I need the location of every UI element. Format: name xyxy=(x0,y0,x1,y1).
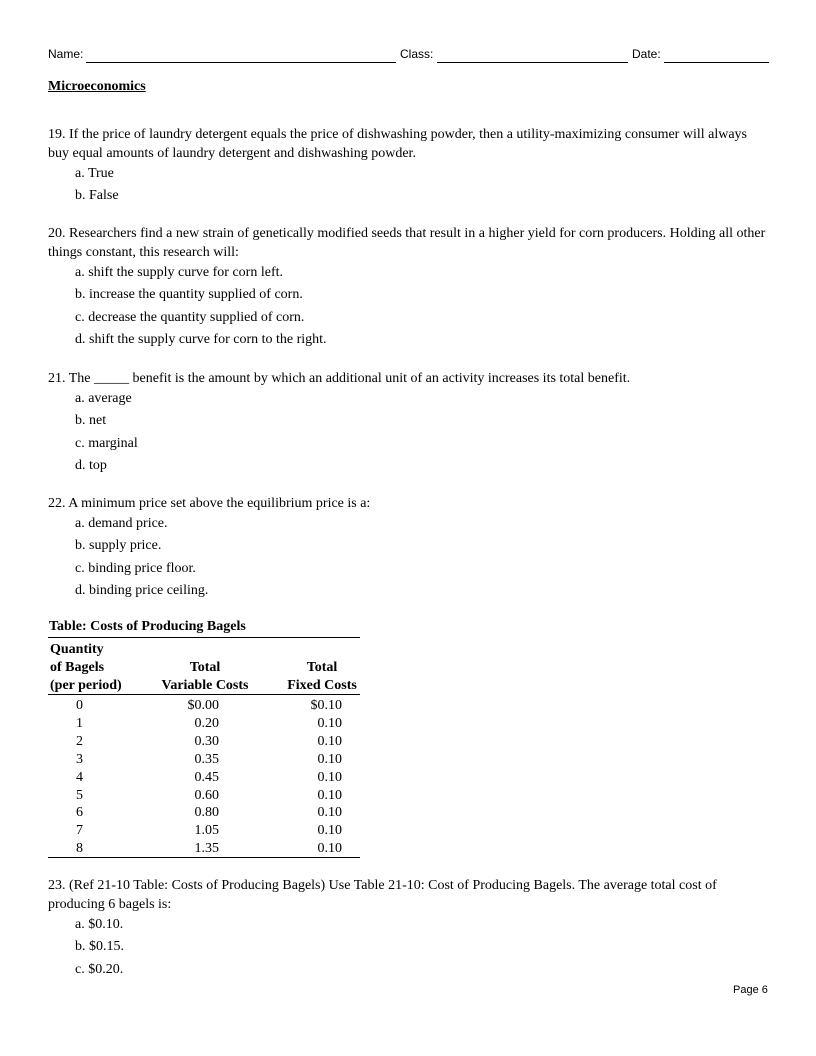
table-cell-tvc: 1.35 xyxy=(194,841,219,857)
table-cell-tvc: 0.20 xyxy=(194,715,219,731)
table-top-rule xyxy=(48,637,360,638)
table-cell-tvc: 0.30 xyxy=(194,733,219,749)
answer-option: b. $0.15. xyxy=(75,939,124,955)
question-text: 19. If the price of laundry detergent equals the price of dishwashing powder, then a utility-maximizing consumer will always buy equal amounts of laundry detergent and dishwashing powder. xyxy=(48,127,747,161)
table-cell-tfc: 0.10 xyxy=(317,841,342,857)
table-title: Table: Costs of Producing Bagels xyxy=(49,619,246,634)
header-total-fixed-costs xyxy=(284,659,360,695)
question-19 xyxy=(48,125,768,208)
answer-option: b. False xyxy=(75,188,119,204)
question-text: 21. The _____ benefit is the amount by which an additional unit of an activity increases its total benefit. xyxy=(48,371,631,386)
table-cell-quantity: 2 xyxy=(76,733,83,749)
question-21 xyxy=(48,369,768,477)
answer-option: a. shift the supply curve for corn left. xyxy=(75,265,283,280)
answer-option: d. binding price ceiling. xyxy=(75,582,209,598)
answer-option: b. increase the quantity supplied of corn. xyxy=(75,287,303,303)
table-cell-tvc: 1.05 xyxy=(194,823,219,839)
header-line: Variable Costs xyxy=(161,678,249,693)
answer-option: c. binding price floor. xyxy=(75,560,196,576)
table-cell-quantity: 6 xyxy=(76,805,83,821)
table-cell-quantity: 8 xyxy=(76,841,83,857)
question-text: 22. A minimum price set above the equilibrium price is a: xyxy=(48,496,371,511)
table-cell-tvc: 0.80 xyxy=(194,805,219,821)
table-cell-tfc: $0.10 xyxy=(310,698,342,713)
table-cell-quantity: 1 xyxy=(76,715,83,731)
question-20 xyxy=(48,224,768,351)
header-line: (per period) xyxy=(50,678,122,693)
table-bottom-rule xyxy=(48,857,360,858)
class-label: Class: xyxy=(400,47,434,61)
table-cell-tfc: 0.10 xyxy=(317,787,342,803)
table-cell-tfc: 0.10 xyxy=(317,751,342,767)
answer-option: b. supply price. xyxy=(75,538,162,554)
table-cell-tvc: 0.45 xyxy=(194,769,219,785)
answer-option: a. True xyxy=(75,166,114,181)
answer-option: d. top xyxy=(75,457,107,473)
answer-option: b. net xyxy=(75,413,107,429)
class-line xyxy=(437,62,628,63)
table-cell-tvc: $0.00 xyxy=(187,698,219,713)
header-line: Quantity xyxy=(50,642,104,657)
date-line xyxy=(664,62,769,63)
date-label: Date: xyxy=(632,47,661,61)
header-line: Total xyxy=(189,660,221,675)
question-text: 23. (Ref 21-10 Table: Costs of Producing Bagels) Use Table 21-10: Cost of Producing Bagels. The average total cost of producing 6 bagels is: xyxy=(48,878,717,912)
name-line xyxy=(86,62,396,63)
table-cell-quantity: 7 xyxy=(76,823,83,839)
header-quantity xyxy=(50,641,122,695)
header-line: of Bagels xyxy=(50,660,105,675)
question-23 xyxy=(48,876,768,981)
question-text: 20. Researchers find a new strain of genetically modified seeds that result in a higher yield for corn producers. Holding all other things constant, this research will: xyxy=(48,226,766,260)
answer-option: a. average xyxy=(75,391,132,406)
table-cell-tfc: 0.10 xyxy=(317,823,342,839)
table-cell-quantity: 3 xyxy=(76,751,83,767)
answer-option: c. marginal xyxy=(75,435,138,451)
table-header-rule xyxy=(48,694,360,695)
table-cell-tfc: 0.10 xyxy=(317,733,342,749)
table-cell-quantity: 5 xyxy=(76,787,83,803)
answer-option: c. decrease the quantity supplied of corn. xyxy=(75,309,305,325)
answer-option: d. shift the supply curve for corn to the right. xyxy=(75,331,327,347)
page-number: Page 6 xyxy=(733,984,768,996)
worksheet-header xyxy=(48,46,769,66)
subject-title: Microeconomics xyxy=(48,79,146,94)
table-cell-tvc: 0.60 xyxy=(194,787,219,803)
table-cell-quantity: 0 xyxy=(76,698,83,713)
question-22 xyxy=(48,494,768,602)
answer-option: a. $0.10. xyxy=(75,917,124,932)
header-total-variable-costs xyxy=(158,659,252,695)
table-cell-tfc: 0.10 xyxy=(317,715,342,731)
header-line: Fixed Costs xyxy=(287,678,357,693)
table-cell-tvc: 0.35 xyxy=(194,751,219,767)
answer-option: a. demand price. xyxy=(75,516,168,531)
table-cell-tfc: 0.10 xyxy=(317,769,342,785)
answer-option: c. $0.20. xyxy=(75,961,124,977)
name-label: Name: xyxy=(48,47,84,61)
table-cell-quantity: 4 xyxy=(76,769,83,785)
table-cell-tfc: 0.10 xyxy=(317,805,342,821)
header-line: Total xyxy=(306,660,338,675)
